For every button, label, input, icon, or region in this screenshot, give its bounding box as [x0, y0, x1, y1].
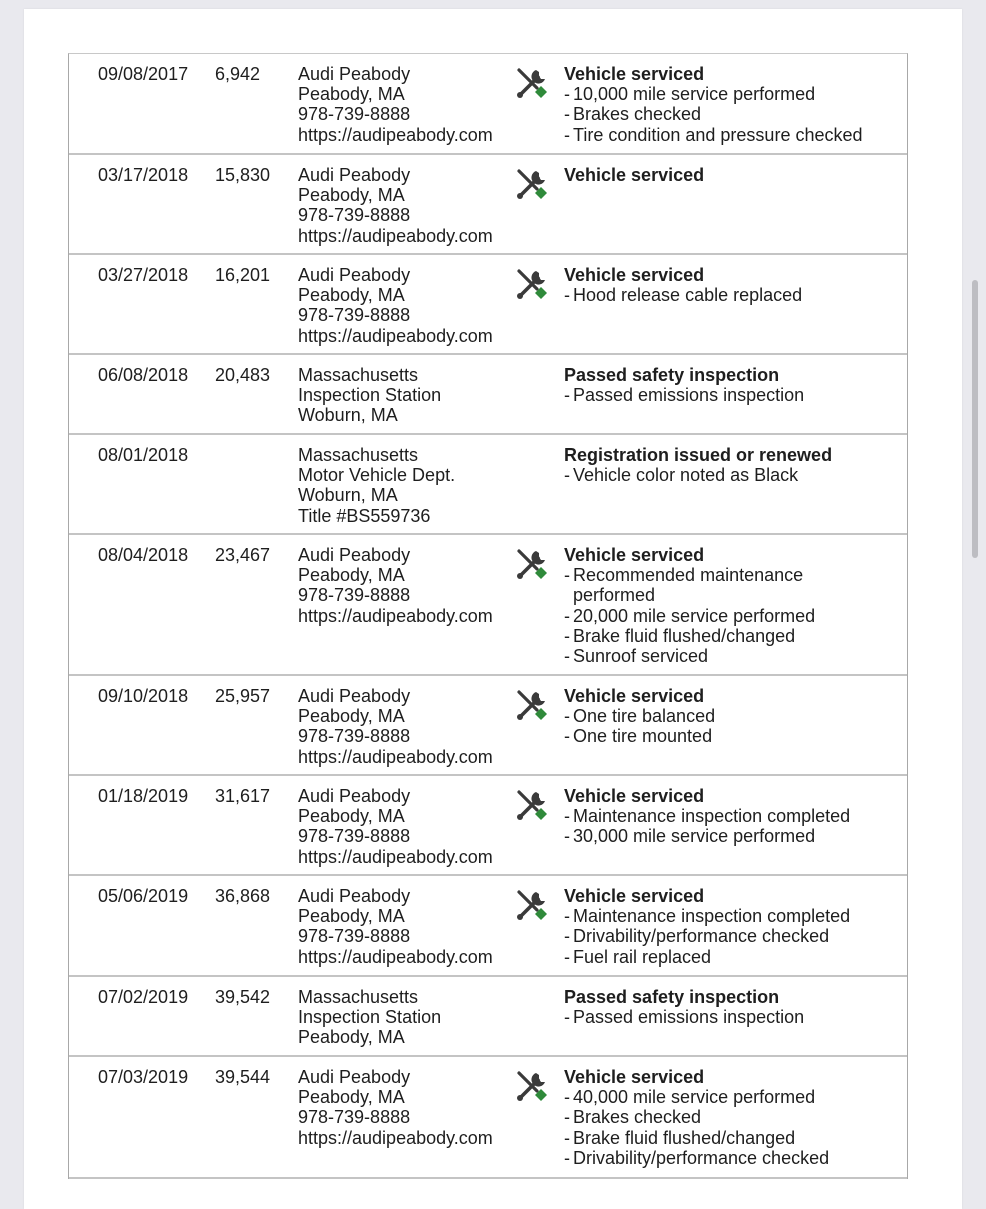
- source-line: https://audipeabody.com: [298, 605, 493, 626]
- bullet-dash: -: [564, 385, 570, 406]
- source-line: Massachusetts: [298, 987, 419, 1007]
- bullet-dash: -: [564, 1127, 570, 1148]
- record-title: Passed safety inspection: [564, 987, 780, 1007]
- detail-line: [564, 606, 884, 626]
- source-line: Audi Peabody: [298, 886, 411, 906]
- bullet-dash: -: [564, 1147, 570, 1168]
- source-line: Massachusetts: [298, 365, 419, 385]
- table-row: [69, 54, 907, 155]
- bullet-dash: -: [564, 726, 570, 747]
- record-title: Vehicle serviced: [564, 265, 705, 285]
- bullet-dash: -: [564, 906, 570, 927]
- detail-line: [564, 726, 884, 746]
- record-title: Vehicle serviced: [564, 786, 705, 806]
- wrench-screwdriver-icon: [515, 888, 549, 922]
- record-details: [564, 987, 884, 1027]
- detail-line: [564, 926, 884, 946]
- detail-line: [564, 947, 884, 967]
- detail-line: [564, 826, 884, 846]
- record-source: [298, 686, 493, 767]
- table-row: [69, 255, 907, 355]
- table-row: [69, 155, 907, 255]
- record-source: [298, 265, 493, 346]
- detail-line: [564, 125, 884, 145]
- detail-text: One tire mounted: [573, 726, 713, 747]
- source-line: 978-739-8888: [298, 926, 411, 947]
- detail-text: Brakes checked: [573, 104, 702, 125]
- record-details: [564, 545, 884, 666]
- detail-text: One tire balanced: [573, 706, 716, 727]
- detail-text: Brake fluid flushed/changed: [573, 1127, 796, 1148]
- detail-line: [564, 626, 884, 646]
- detail-line: [564, 1007, 884, 1027]
- detail-text: 30,000 mile service performed: [573, 826, 816, 847]
- record-source: [298, 786, 493, 867]
- record-mileage: 23,467: [215, 545, 271, 565]
- bullet-dash: -: [564, 826, 570, 847]
- record-details: [564, 686, 884, 747]
- detail-text: Brake fluid flushed/changed: [573, 625, 796, 646]
- record-date: 08/04/2018: [98, 545, 189, 565]
- record-mileage: 20,483: [215, 365, 271, 385]
- wrench-screwdriver-icon: [515, 167, 549, 201]
- source-line: Audi Peabody: [298, 265, 411, 285]
- source-line: Peabody, MA: [298, 565, 405, 586]
- detail-text: Vehicle color noted as Black: [573, 465, 799, 486]
- detail-line: [564, 385, 884, 405]
- record-details: [564, 64, 884, 145]
- detail-line: [564, 806, 884, 826]
- record-source: [298, 886, 493, 967]
- record-mileage: 39,542: [215, 987, 271, 1007]
- bullet-dash: -: [564, 625, 570, 646]
- detail-line: [564, 285, 884, 305]
- wrench-screwdriver-icon: [515, 688, 549, 722]
- source-line: https://audipeabody.com: [298, 1127, 493, 1148]
- record-source: [298, 165, 493, 246]
- record-mileage: 16,201: [215, 265, 271, 285]
- bullet-dash: -: [564, 285, 570, 306]
- detail-text: Passed emissions inspection: [573, 1007, 805, 1028]
- record-date: 03/27/2018: [98, 265, 189, 285]
- source-line: 978-739-8888: [298, 826, 411, 847]
- record-date: 05/06/2019: [98, 886, 189, 906]
- record-source: [298, 1067, 493, 1148]
- detail-text: Maintenance inspection completed: [573, 806, 851, 827]
- source-line: Title #BS559736: [298, 505, 431, 526]
- detail-text: Sunroof serviced: [573, 646, 709, 667]
- table-row: [69, 435, 907, 535]
- source-line: Massachusetts: [298, 445, 419, 465]
- report-page: [24, 9, 962, 1209]
- source-line: Motor Vehicle Dept.: [298, 465, 456, 486]
- record-title: Vehicle serviced: [564, 1067, 705, 1087]
- source-line: Audi Peabody: [298, 686, 411, 706]
- record-mileage: 39,544: [215, 1067, 271, 1087]
- record-title: Vehicle serviced: [564, 165, 705, 185]
- table-row: [69, 776, 907, 876]
- record-date: 06/08/2018: [98, 365, 189, 385]
- record-mileage: 25,957: [215, 686, 271, 706]
- source-line: https://audipeabody.com: [298, 846, 493, 867]
- source-line: 978-739-8888: [298, 585, 411, 606]
- source-line: Audi Peabody: [298, 545, 411, 565]
- detail-line: [564, 646, 884, 666]
- bullet-dash: -: [564, 1007, 570, 1028]
- detail-text: Brakes checked: [573, 1107, 702, 1128]
- record-mileage: 36,868: [215, 886, 271, 906]
- record-date: 09/10/2018: [98, 686, 189, 706]
- source-line: 978-739-8888: [298, 305, 411, 326]
- bullet-dash: -: [564, 605, 570, 626]
- record-title: Vehicle serviced: [564, 886, 705, 906]
- source-line: 978-739-8888: [298, 1107, 411, 1128]
- detail-line: [564, 906, 884, 926]
- source-line: Inspection Station: [298, 1007, 442, 1028]
- vehicle-history-table: [68, 53, 908, 1179]
- source-line: Peabody, MA: [298, 1087, 405, 1108]
- source-line: Peabody, MA: [298, 185, 405, 206]
- detail-text: Tire condition and pressure checked: [573, 124, 863, 145]
- table-row: [69, 876, 907, 977]
- source-line: https://audipeabody.com: [298, 225, 493, 246]
- record-date: 07/03/2019: [98, 1067, 189, 1087]
- record-details: [564, 265, 884, 305]
- source-line: Peabody, MA: [298, 84, 405, 105]
- source-line: 978-739-8888: [298, 726, 411, 747]
- detail-text: Hood release cable replaced: [573, 285, 803, 306]
- detail-text: 20,000 mile service performed: [573, 605, 816, 626]
- detail-text: Drivability/performance checked: [573, 926, 830, 947]
- record-source: [298, 64, 493, 145]
- table-row: [69, 535, 907, 676]
- detail-line: [564, 565, 884, 605]
- source-line: Peabody, MA: [298, 1027, 405, 1048]
- source-line: Peabody, MA: [298, 285, 405, 306]
- record-date: 01/18/2019: [98, 786, 189, 806]
- record-date: 09/08/2017: [98, 64, 189, 84]
- source-line: Woburn, MA: [298, 405, 398, 426]
- detail-text: 10,000 mile service performed: [573, 84, 816, 105]
- detail-line: [564, 1107, 884, 1127]
- source-line: 978-739-8888: [298, 104, 411, 125]
- bullet-dash: -: [564, 84, 570, 105]
- detail-line: [564, 1148, 884, 1168]
- bullet-dash: -: [564, 465, 570, 486]
- record-mileage: 15,830: [215, 165, 271, 185]
- source-line: Audi Peabody: [298, 165, 411, 185]
- source-line: Audi Peabody: [298, 64, 411, 84]
- record-date: 07/02/2019: [98, 987, 189, 1007]
- source-line: Audi Peabody: [298, 1067, 411, 1087]
- source-line: https://audipeabody.com: [298, 124, 493, 145]
- detail-line: [564, 84, 884, 104]
- detail-text: Fuel rail replaced: [573, 946, 712, 967]
- table-row: [69, 355, 907, 435]
- source-line: Woburn, MA: [298, 485, 398, 506]
- bullet-dash: -: [564, 104, 570, 125]
- record-date: 03/17/2018: [98, 165, 189, 185]
- record-mileage: 6,942: [215, 64, 261, 84]
- source-line: Audi Peabody: [298, 786, 411, 806]
- record-mileage: 31,617: [215, 786, 271, 806]
- record-source: [298, 365, 441, 426]
- detail-text: Passed emissions inspection: [573, 385, 805, 406]
- wrench-screwdriver-icon: [515, 788, 549, 822]
- bullet-dash: -: [564, 806, 570, 827]
- detail-line: [564, 1128, 884, 1148]
- table-row: [69, 676, 907, 776]
- record-source: [298, 987, 441, 1048]
- source-line: Peabody, MA: [298, 806, 405, 827]
- record-title: Vehicle serviced: [564, 686, 705, 706]
- wrench-screwdriver-icon: [515, 66, 549, 100]
- detail-line: [564, 1087, 884, 1107]
- bullet-dash: -: [564, 946, 570, 967]
- bullet-dash: -: [564, 706, 570, 727]
- detail-line: [564, 465, 884, 485]
- record-title: Vehicle serviced: [564, 64, 705, 84]
- detail-text: Maintenance inspection completed: [573, 906, 851, 927]
- detail-text: Drivability/performance checked: [573, 1147, 830, 1168]
- record-date: 08/01/2018: [98, 445, 189, 465]
- source-line: 978-739-8888: [298, 205, 411, 226]
- detail-text: Recommended maintenance performed: [573, 565, 804, 606]
- source-line: https://audipeabody.com: [298, 746, 493, 767]
- bullet-dash: -: [564, 1087, 570, 1108]
- wrench-screwdriver-icon: [515, 1069, 549, 1103]
- table-row: [69, 1057, 907, 1179]
- source-line: Inspection Station: [298, 385, 442, 406]
- bullet-dash: -: [564, 1107, 570, 1128]
- record-details: [564, 886, 884, 967]
- record-details: [564, 1067, 884, 1168]
- detail-line: [564, 104, 884, 124]
- bullet-dash: -: [564, 646, 570, 667]
- record-title: Vehicle serviced: [564, 545, 705, 565]
- bullet-dash: -: [564, 926, 570, 947]
- source-line: https://audipeabody.com: [298, 946, 493, 967]
- detail-line: [564, 706, 884, 726]
- source-line: Peabody, MA: [298, 906, 405, 927]
- source-line: https://audipeabody.com: [298, 325, 493, 346]
- bullet-dash: -: [564, 565, 570, 586]
- bullet-dash: -: [564, 124, 570, 145]
- table-row: [69, 977, 907, 1057]
- wrench-screwdriver-icon: [515, 267, 549, 301]
- record-title: Passed safety inspection: [564, 365, 780, 385]
- record-title: Registration issued or renewed: [564, 445, 833, 465]
- record-source: [298, 545, 493, 626]
- detail-text: 40,000 mile service performed: [573, 1087, 816, 1108]
- wrench-screwdriver-icon: [515, 547, 549, 581]
- source-line: Peabody, MA: [298, 706, 405, 727]
- record-details: [564, 365, 884, 405]
- record-details: [564, 445, 884, 485]
- record-details: [564, 165, 884, 185]
- vertical-scrollbar[interactable]: [972, 280, 978, 558]
- record-details: [564, 786, 884, 847]
- record-source: [298, 445, 455, 526]
